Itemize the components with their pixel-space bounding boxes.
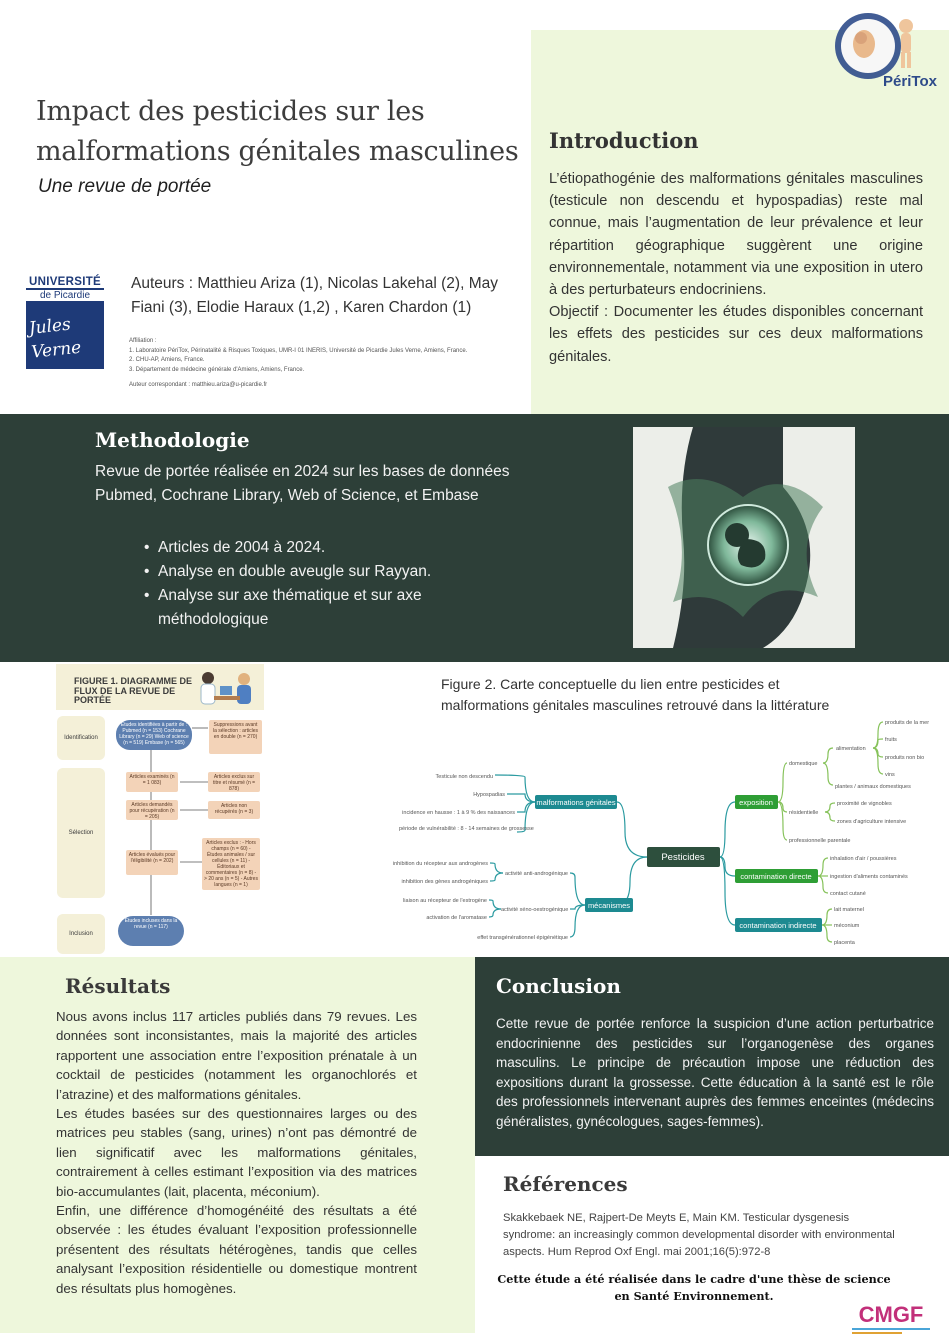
leaf: résidentielle: [789, 810, 819, 816]
introduction-paragraph: L’étiopathogénie des malformations génitales masculines (testicule non descendu et hypospadias) reste mal connue, mais l’augmentation de leur prévalence et leur répartition géographique suggèrent une origine environnementale, notamment via une exposition in utero à des perturbateurs endocriniens.: [549, 171, 923, 299]
methodology-heading: Methodologie: [95, 428, 250, 452]
results-paragraph: Nous avons inclus 117 articles publiés dans 79 revues. Les données sont inconsistantes, mais la majorité des articles rapportent une association entre l’exposition prénatale à un cocktail de pesticides (notamment les organochlorés et l’atrazine) et des malformations génitales.: [56, 1009, 417, 1102]
references-heading: Références: [503, 1172, 628, 1196]
authors: Auteurs : Matthieu Ariza (1), Nicolas Lakehal (2), May Fiani (3), Elodie Haraux (1,2) , Karen Chardon (1): [131, 275, 498, 316]
affiliations: [129, 337, 529, 391]
figure2-concept-map: [385, 712, 949, 952]
results-paragraph: Enfin, une différence d’homogénéité des résultats a été observée : les études évaluant l’exposition professionnelle présentent des résultats hétérogènes, tandis que celles analysant l’exposition résidentielle ou domestique montrent des résultats plus homogènes.: [56, 1203, 417, 1296]
flow-box-eligible: Articles évalués pour l'éligibilité (n = 202): [126, 850, 178, 875]
phase-inclusion: Inclusion: [57, 914, 105, 954]
leaf: inhalation d'air / poussières: [830, 856, 897, 862]
phase-identification: Identification: [57, 716, 105, 760]
methodology-bullet: • Analyse en double aveugle sur Rayyan.: [144, 560, 474, 584]
corresponding-author: Auteur correspondant : matthieu.ariza@u-picardie.fr: [129, 382, 268, 388]
flow-box-removed: Suppressions avant la sélection : articles en double (n = 270): [209, 720, 262, 754]
leaf: activation de l'aromatase: [426, 915, 487, 921]
affiliation-line: 1. Laboratoire PériTox, Périnatalité & Risques Toxiques, UMR-I 01 INERIS, Université de Picardie Jules Verne, Amiens, France.: [129, 347, 468, 354]
node-malformations-label: malformations génitales: [536, 798, 616, 807]
leaf: ingestion d'aliments contaminés: [830, 874, 908, 880]
leaf: Hypospadias: [473, 792, 505, 798]
reference-entry: Skakkebaek NE, Rajpert-De Meyts E, Main KM. Testicular dysgenesis syndrome: an increasingly common developmental disorder with environmental aspects. Hum Reprod Oxf Engl. mai 2001;16(5):972-8: [503, 1212, 895, 1258]
node-pesticides-label: Pesticides: [661, 852, 705, 863]
leaf: activité anti-androgénique: [505, 871, 568, 877]
university-logo-signature: Jules Verne: [27, 314, 83, 363]
consultation-illustration: [192, 666, 262, 710]
flow-box-not-retrieved: Articles non récupérés (n = 3): [208, 801, 260, 819]
leaf: produits non bio: [885, 755, 925, 761]
university-logo-line1: UNIVERSITÉ: [26, 276, 104, 288]
leaf: vins: [885, 772, 895, 778]
conclusion-text: Cette revue de portée renforce la suspicion d’une action perturbatrice endocrinienne des pesticides sur l’organogenèse des organes masculins. Le principe de précaution impose une réduction des expositions durant la grossesse. Cette éducation à la santé est le rôle des professionnels intervenant auprès des femmes enceintes (médecins généralistes, gynécologues, sages-femmes).: [496, 1016, 934, 1129]
figure1-title: FIGURE 1. DIAGRAMME DE FLUX DE LA REVUE DE PORTÉE: [74, 676, 193, 705]
leaf: incidence en hausse : 1 à 9 % des naissances: [402, 810, 515, 816]
peritox-logo-text: PériTox: [883, 73, 937, 90]
leaf: inhibition du récepteur aux androgènes: [392, 861, 488, 867]
node-contamination-indirecte-label: contamination indirecte: [739, 921, 817, 930]
peritox-logo: [828, 8, 940, 92]
leaf: activité xéno-oestrogénique: [501, 907, 569, 913]
introduction-text: [549, 168, 923, 368]
flow-box-identified: Études identifiées à partir de : Pubmed (n = 153) Cochrane Library (n = 29) Web of science (n = 519) Embase (n = 565): [116, 720, 192, 750]
leaf: domestique: [789, 761, 818, 767]
flow-box-sought: Articles demandés pour récupération (n = 205): [126, 800, 178, 820]
leaf: fruits: [885, 737, 897, 743]
methodology-bullet: • Analyse sur axe thématique et sur axe méthodologique: [144, 584, 474, 632]
poster-subtitle: Une revue de portée: [38, 176, 212, 197]
introduction-heading: Introduction: [549, 128, 699, 153]
thesis-note: Cette étude a été réalisée dans le cadre d'une thèse de science en Santé Environnement.: [497, 1272, 891, 1303]
phase-selection: Sélection: [57, 768, 105, 898]
leaf: proximité de vignobles: [837, 801, 892, 807]
leaf: professionnelle parentale: [789, 838, 851, 844]
flow-box-screened: Articles examinés (n = 1 083): [126, 772, 178, 792]
university-logo: [26, 276, 104, 369]
leaf: lait maternel: [834, 907, 864, 913]
cmgf-logo-text: CMGF: [858, 1302, 924, 1327]
flow-box-excluded-full: Articles exclus : - Hors champs (n = 60) - Études animales / sur cellules (n = 11) - Éditoriaux et commentaires (n = 8) - > 20 ans (n = 5) - Autres langues (n = 1): [202, 838, 260, 890]
affiliation-line: 3. Département de médecine générale d'Amiens, Amiens, France.: [129, 366, 305, 373]
leaf: plantes / animaux domestiques: [835, 784, 911, 790]
flow-box-included: Études incluses dans la revue (n = 117): [118, 916, 184, 946]
leaf: Testicule non descendu: [435, 774, 493, 780]
poster-title: Impact des pesticides sur les malformations génitales masculines: [36, 96, 519, 167]
leaf: méconium: [834, 923, 860, 929]
conclusion-heading: Conclusion: [496, 974, 621, 998]
figure2-caption: Figure 2. Carte conceptuelle du lien entre pesticides et malformations génitales masculines retrouvé dans la littérature: [441, 676, 830, 713]
methodology-text: Revue de portée réalisée en 2024 sur les bases de données Pubmed, Cochrane Library, Web of Science, et Embase: [95, 463, 510, 504]
results-heading: Résultats: [65, 974, 171, 998]
results-text: [56, 1007, 417, 1298]
methodology-bullet: • Articles de 2004 à 2024.: [144, 536, 474, 560]
leaf: produits de la mer: [885, 720, 930, 726]
pregnant-woman-image: [633, 427, 855, 648]
methodology-bullets: [144, 536, 474, 632]
leaf: contact cutané: [830, 891, 866, 897]
affiliation-line: Affiliation :: [129, 338, 157, 344]
leaf: alimentation: [836, 746, 866, 752]
node-contamination-directe-label: contamination directe: [740, 872, 812, 881]
leaf: zones d'agriculture intensive: [837, 819, 907, 825]
leaf: placenta: [834, 940, 855, 946]
flow-box-excluded-title: Articles exclus sur titre et résumé (n = 878): [208, 772, 260, 792]
leaf: liaison au récepteur de l'estrogène: [403, 898, 487, 904]
leaf: inhibition des gènes androgéniques: [401, 879, 488, 885]
affiliation-line: 2. CHU-AP, Amiens, France.: [129, 357, 205, 363]
university-logo-line2: de Picardie: [26, 290, 104, 301]
node-mecanismes-label: mécanismes: [587, 901, 631, 910]
results-paragraph: Les études basées sur des questionnaires larges ou des matrices peu stables (sang, urines) n’ont pas démontré de lien significatif avec les malformations génitales, contrairement à celles estimant l’exposition via des matrices bio-accumulantes (lait, placenta, méconium).: [56, 1106, 417, 1199]
objective-paragraph: Objectif : Documenter les études disponibles concernant les effets des pesticides sur ces deux malformations génitales.: [549, 304, 923, 365]
cmgf-logo: [846, 1298, 936, 1338]
leaf: période de vulnérabilité : 8 - 14 semaines de grossesse: [399, 826, 534, 832]
leaf: effet transgénérationnel épigénétique: [477, 935, 568, 941]
node-exposition-label: exposition: [739, 798, 773, 807]
